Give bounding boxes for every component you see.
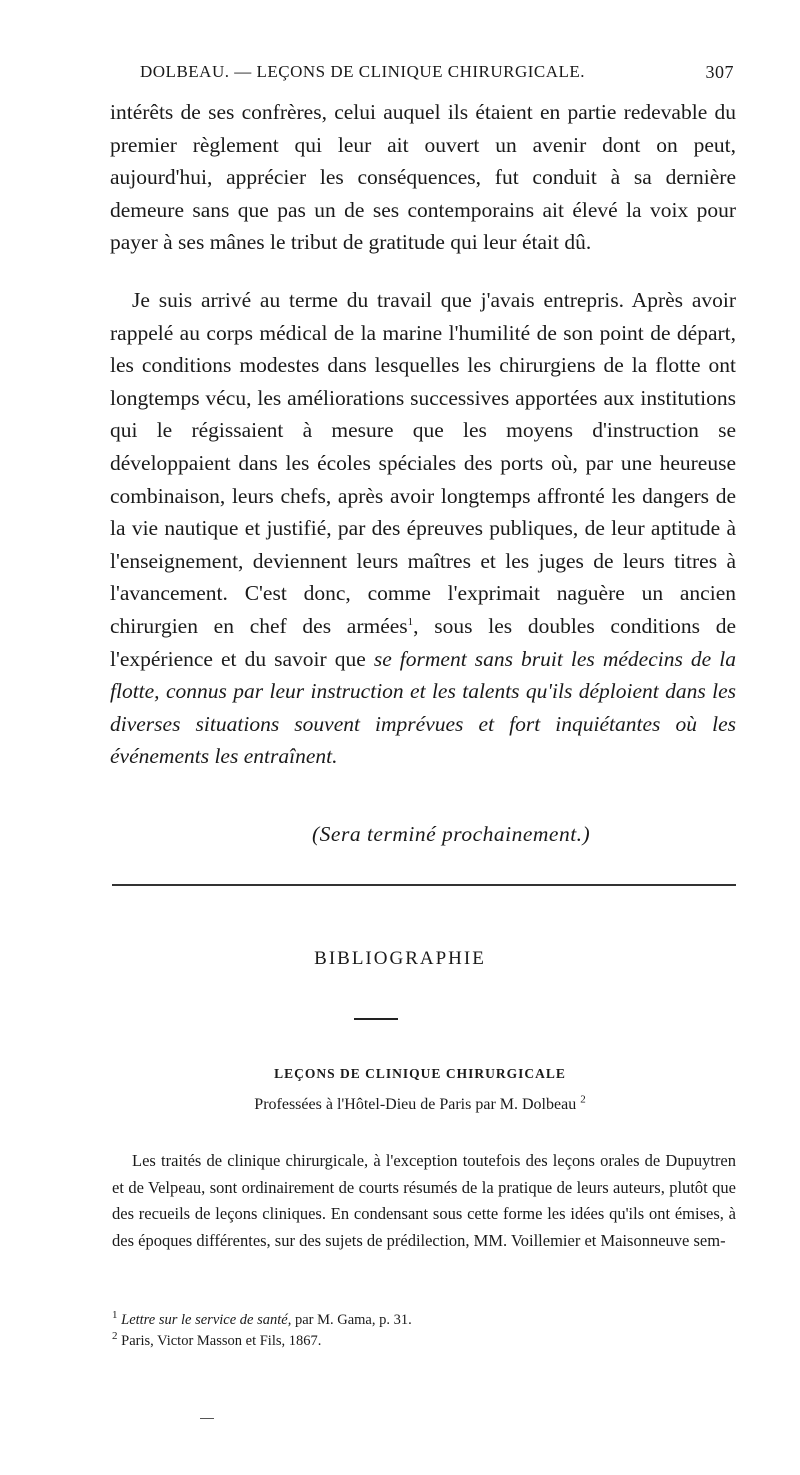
bottom-mark — [200, 1418, 214, 1419]
bibliography-heading: BIBLIOGRAPHIE — [314, 948, 486, 969]
footnote-2 — [112, 1331, 736, 1352]
review-text: Les traités de clinique chirurgicale, à l'exception toutefois des leçons orales de Dupuytren et de Velpeau, sont ordinairement de courts résumés de la pratique de leurs auteurs, plutôt que des recueils de leçons cliniques. En condensant sous cette forme les idées qu'ils ont émises, à des époques différentes, sur des sujets de prédilection, MM. Voillemier et Maisonneuve sem- — [112, 1151, 736, 1250]
book-subtitle-text: Professées à l'Hôtel-Dieu de Paris par M. Dolbeau — [254, 1096, 577, 1113]
book-subtitle — [0, 1093, 800, 1114]
footnote-ref-2: 2 — [580, 1093, 586, 1106]
paragraph-2-mid: , sous les doubles conditions de l'expérience et du savoir que — [110, 613, 737, 671]
page-number: 307 — [705, 62, 734, 82]
footnote-2-mark: 2 — [112, 1330, 118, 1343]
footnote-1-mark: 1 — [112, 1309, 118, 1322]
footnotes — [112, 1310, 736, 1352]
review-paragraph — [112, 1148, 736, 1254]
to-be-continued-note: (Sera terminé prochainement.) — [312, 822, 591, 846]
paragraph-continuation — [110, 96, 736, 259]
footnote-1-italic: Lettre sur le service de santé, — [121, 1312, 292, 1328]
paragraph-2-italic: se forment sans bruit les médecins de la flotte, connus par leur instruction et les talents qu'ils déploient dans les diverses situations souvent imprévues et fort inquiétantes où les événements les entraînent. — [110, 646, 736, 769]
paragraph-2-start: Je suis arrivé au terme du travail que j'avais entrepris. Après avoir rappelé au corps médical de la marine l'humilité de son point de départ, les conditions modestes dans lesquelles les chirurgiens de la flotte ont longtemps vécu, les améliorations successives apportées aux institutions qui le régissaient à mesure que les moyens d'instruction se développaient dans les écoles spéciales des ports où, par une heureuse combinaison, leurs chefs, après avoir longtemps affronté les dangers de la vie nautique et justifié, par des épreuves publiques, de leur aptitude à l'enseignement, deviennent leurs maîtres et les juges de leurs titres à l'avancement. C'est donc, comme l'exprimait naguère un ancien chirurgien en chef des armées — [110, 288, 736, 638]
book-title: LEÇONS DE CLINIQUE CHIRURGICALE — [274, 1066, 566, 1081]
running-title: DOLBEAU. — LEÇONS DE CLINIQUE CHIRURGICALE. — [140, 62, 586, 81]
page-header — [98, 58, 738, 88]
footnote-1-text: par M. Gama, p. 31. — [291, 1312, 412, 1328]
paragraph-1-text: intérêts de ses confrères, celui auquel ils étaient en partie redevable du premier règlement qui leur ait ouvert un avenir dont on peut, aujourd'hui, apprécier les conséquences, fut conduit à sa dernière demeure sans que pas un de ses contemporains ait élevé la voix pour payer à ses mânes le tribut de gratitude qui leur était dû. — [110, 100, 736, 255]
paragraph-conclusion — [110, 284, 736, 773]
footnote-2-text: Paris, Victor Masson et Fils, 1867. — [121, 1333, 322, 1349]
footnote-1 — [112, 1310, 736, 1331]
footnote-ref-1: 1 — [407, 615, 414, 628]
paragraph-2-text — [110, 284, 736, 773]
heading-rule — [354, 1018, 398, 1020]
section-divider — [112, 884, 736, 886]
